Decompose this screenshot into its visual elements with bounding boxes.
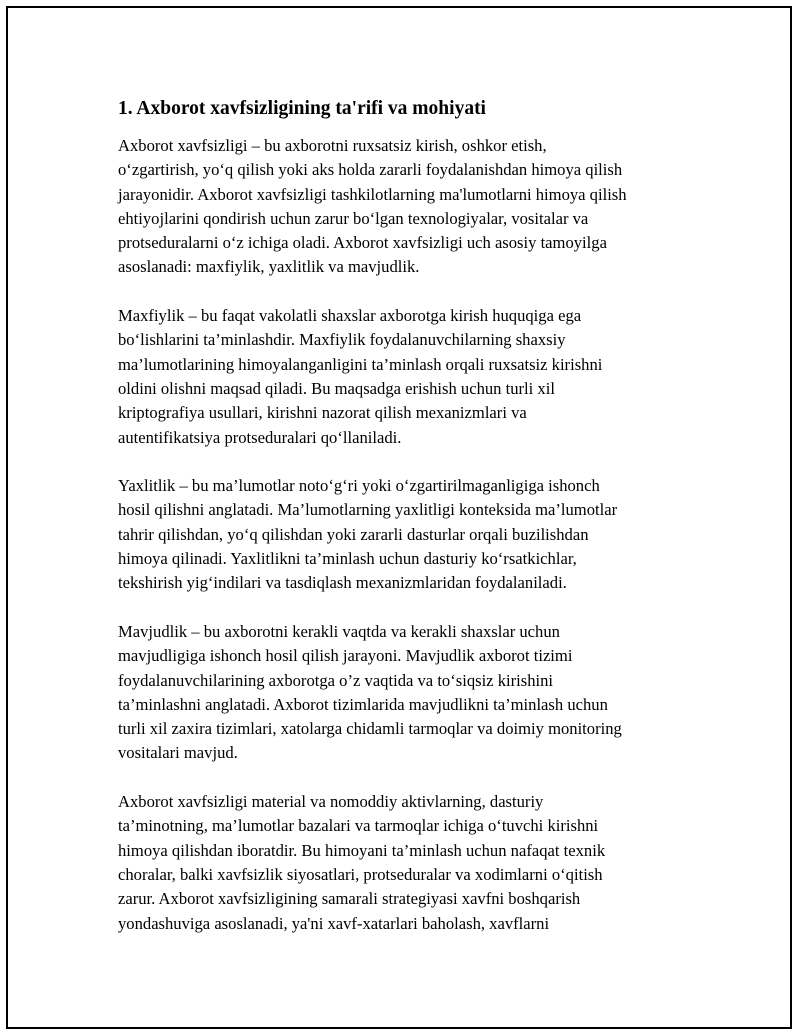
paragraph-scope: Axborot xavfsizligi material va nomoddiy aktivlarning, dasturiy ta’minotning, ma’lumotlar bazalari va tarmoqlar ichiga o‘tuvchi kirishni himoya qilishdan iboratdir. Bu himoyani ta’minlash uchun nafaqat texnik choralar, balki xavfsizlik siyosatlari, protseduralar va xodimlarni o‘qitish zarur. Axborot xavfsizligining samarali strategiyasi xavfni boshqarish yondashuviga asoslanadi, ya'ni xavf-xatarlari baholash, xavflarni xyxy=(118,792,606,933)
paragraph-definition: Axborot xavfsizligi – bu axborotni ruxsatsiz kirish, oshkor etish, o‘zgartirish, yo‘q qilish yoki aks holda zararli foydalanishdan himoya qilish jarayonidir. Axborot xavfsizligi tashkilotlarning ma'lumotlarni himoya qilish ehtiyojlarini qondirish uchun zarur bo‘lgan texnologiyalar, vositalar va protseduralarni o‘z ichiga oladi. Axborot xavfsizligi uch asosiy tamoyilga asoslanadi: maxfiylik, yaxlitlik va mavjudlik. xyxy=(118,136,627,277)
document-body xyxy=(118,96,708,960)
paragraph-availability: Mavjudlik – bu axborotni kerakli vaqtda va kerakli shaxslar uchun mavjudligiga ishonch hosil qilish jarayoni. Mavjudlik axborot tizimi foydalanuvchilarining axborotga o’z vaqtida va to‘siqsiz kirishini ta’minlashni anglatadi. Axborot tizimlarida mavjudlikni ta’minlash uchun turli xil zaxira tizimlari, xatolarga chidamli tarmoqlar va doimiy monitoring vositalari mavjud. xyxy=(118,621,622,763)
paragraph-confidentiality: Maxfiylik – bu faqat vakolatli shaxslar axborotga kirish huquqiga ega bo‘lishlarini ta’minlashdir. Maxfiylik foydalanuvchilarning shaxsiy ma’lumotlarining himoyalanganligini ta’minlash orqali ruxsatsiz kirishni oldini olishni maqsad qiladi. Bu maqsadga erishish uchun turli xil kriptografiya usullari, kirishni nazorat qilish mexanizmlari va autentifikatsiya protseduralari qo‘llaniladi. xyxy=(118,306,603,447)
section-heading: 1. Axborot xavfsizligining ta'rifi va mohiyati xyxy=(118,98,486,119)
paragraph-integrity: Yaxlitlik – bu ma’lumotlar noto‘g‘ri yoki o‘zgartirilmaganligiga ishonch hosil qilishni anglatadi. Ma’lumotlarning yaxlitligi konteksida ma’lumotlar tahrir qilishdan, yo‘q qilishdan yoki zararli dasturlar orqali buzilishdan himoya qilinadi. Yaxlitlikni ta’minlash uchun dasturiy ko‘rsatkichlar, tekshirish yig‘indilari va tasdiqlash mexanizmlaridan foydalaniladi. xyxy=(118,476,618,593)
document-page xyxy=(6,6,792,1029)
